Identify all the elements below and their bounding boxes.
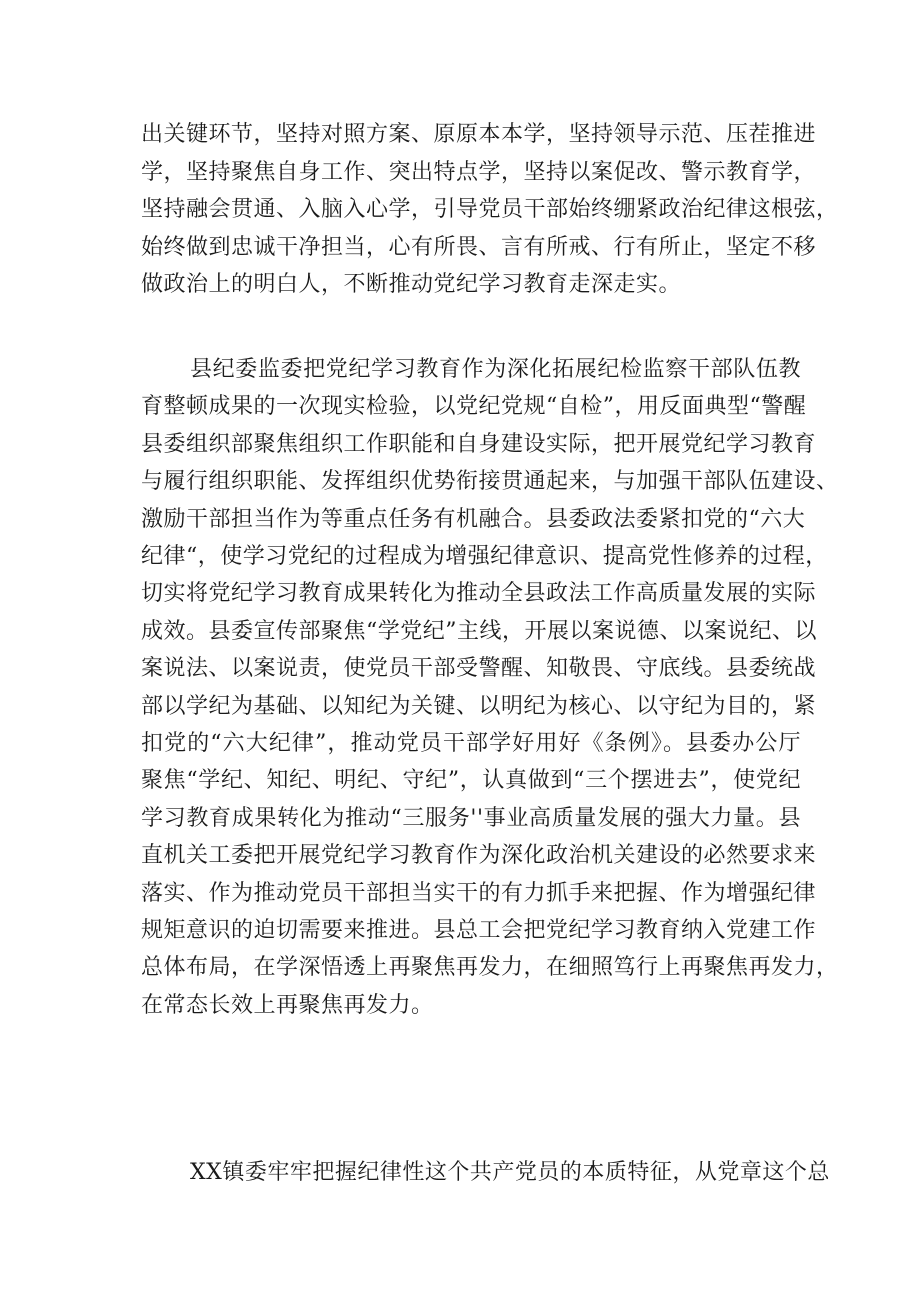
paragraph-2-line-10: 部以学纪为基础、以知纪为关键、以明纪为核心、以守纪为目的，紧 [141, 693, 817, 719]
paragraph-2-line-15: 落实、作为推动党员干部担当实干的有力抓手来把握、作为增强纪律 [141, 880, 817, 906]
paragraph-2-line-5: 激励干部担当作为等重点任务有机融合。县委政法委紧扣党的“六大 [141, 506, 806, 532]
paragraph-2-line-17: 总体布局，在学深悟透上再聚焦再发力，在细照笃行上再聚焦再发力， [141, 955, 839, 981]
paragraph-2-line-6: 纪律“，使学习党纪的过程成为增强纪律意识、提高党性修养的过程， [141, 544, 828, 569]
paragraph-2-line-3: 县委组织部聚焦组织工作职能和自身建设实际，把开展党纪学习教育 [141, 431, 817, 457]
paragraph-2-line-11: 扣党的“六大纪律”，推动党员干部学好用好《条例》。县委办公厅 [141, 731, 801, 756]
paragraph-1-line-5: 做政治上的明白人，不断推动党纪学习教育走深走实。 [141, 272, 682, 297]
paragraph-2-line-8: 成效。县委宣传部聚焦“学党纪”主线，开展以案说德、以案说纪、以 [141, 618, 817, 644]
paragraph-3-line-1: XX镇委牢牢把握纪律性这个共产党员的本质特征，从党章这个总 [190, 1160, 830, 1185]
paragraph-2-line-13: 学习教育成果转化为推动“三服务''事业高质量发展的强大力量。县 [141, 805, 801, 831]
paragraph-2-line-9: 案说法、以案说责，使党员干部受警醒、知敬畏、守底线。县委统战 [141, 656, 817, 682]
paragraph-2-line-12: 聚焦“学纪、知纪、明纪、守纪”，认真做到“三个摆进去”，使党纪 [141, 768, 801, 794]
paragraph-2-line-4: 与履行组织职能、发挥组织优势衔接贯通起来，与加强干部队伍建设、 [141, 469, 839, 495]
paragraph-1-line-2: 学，坚持聚焦自身工作、突出特点学，坚持以案促改、警示教育学， [141, 159, 817, 185]
paragraph-1-line-3: 坚持融会贯通、入脑入心学，引导党员干部始终绷紧政治纪律这根弦， [141, 197, 839, 222]
paragraph-2-line-14: 直机关工委把开展党纪学习教育作为深化政治机关建设的必然要求来 [141, 843, 817, 869]
paragraph-2-line-16: 规矩意识的迫切需要来推进。县总工会把党纪学习教育纳入党建工作 [141, 918, 817, 943]
paragraph-2-line-1: 县纪委监委把党纪学习教育作为深化拓展纪检监察干部队伍教 [190, 357, 801, 382]
paragraph-2-line-7: 切实将党纪学习教育成果转化为推动全县政法工作高质量发展的实际 [141, 581, 817, 607]
paragraph-2-line-18: 在常态长效上再聚焦再发力。 [141, 992, 434, 1018]
paragraph-2-line-2: 育整顿成果的一次现实检验，以党纪党规“自检”，用反面典型“警醒 [141, 394, 807, 420]
paragraph-1-line-1: 出关键环节，坚持对照方案、原原本本学，坚持领导示范、压茬推进 [141, 122, 817, 147]
paragraph-1-line-4: 始终做到忠诚干净担当，心有所畏、言有所戒、行有所止，坚定不移 [141, 234, 817, 260]
